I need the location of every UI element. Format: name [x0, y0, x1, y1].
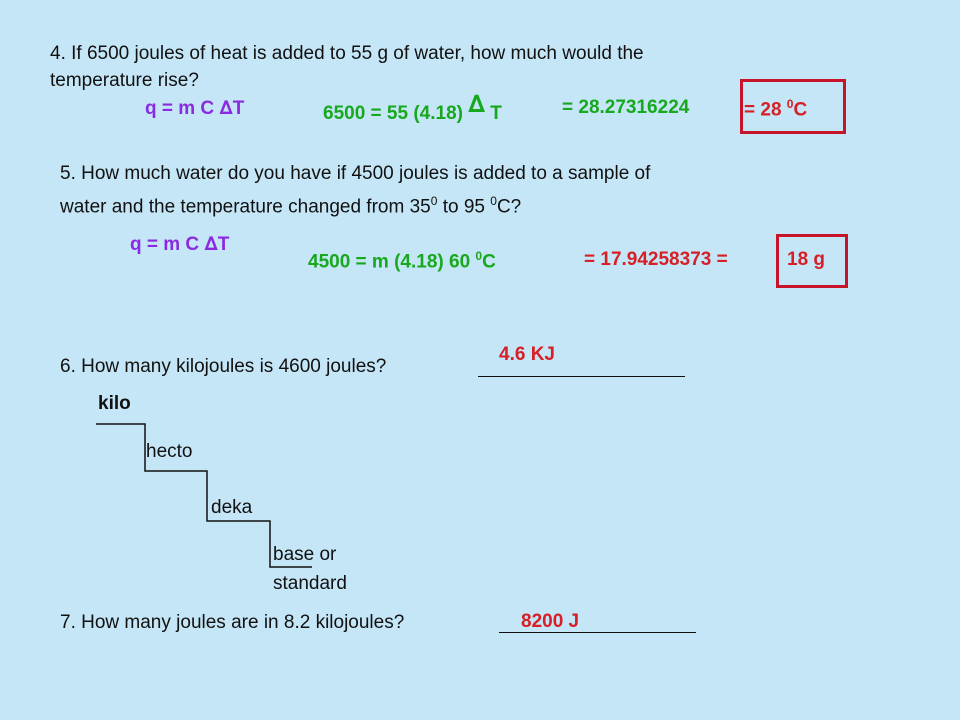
q4-delta-symbol: ∆	[219, 97, 233, 119]
q5-line2-pre: water and the temperature changed from 35	[60, 196, 431, 218]
q4-answer-degree: 0	[786, 97, 794, 111]
q4-work-delta: ∆	[468, 90, 485, 118]
q5-delta-symbol: ∆	[204, 233, 218, 255]
q4-line1: 4. If 6500 joules of heat is added to 55 g of water, how much would the	[50, 43, 644, 64]
ladder-base-line1: base or	[273, 544, 337, 565]
q5-line2-sup2: 0	[490, 194, 497, 208]
q5-result: = 17.94258373 =	[584, 249, 728, 270]
q7-question: 7. How many joules are in 8.2 kilojoules?	[60, 612, 405, 633]
ladder-staircase-line	[96, 424, 312, 567]
q5-line2-mid: to 95	[437, 196, 491, 218]
ladder-kilo: kilo	[98, 393, 131, 414]
q5-line2-sup1: 0	[430, 194, 438, 208]
q6-answer: 4.6 KJ	[499, 344, 555, 365]
q4-line2: temperature rise?	[50, 70, 199, 91]
q6-question: 6. How many kilojoules is 4600 joules?	[60, 356, 387, 377]
ladder-base-line2: standard	[273, 573, 347, 594]
q5-work-unit: C	[482, 251, 496, 273]
q5-work-eq: 4500 = m (4.18) 60	[308, 251, 476, 273]
ladder-deka: deka	[211, 497, 253, 518]
q4-formula-right: T	[232, 98, 245, 119]
q4-formula-left: q = m C	[145, 98, 220, 119]
q4-work-t: T	[484, 103, 502, 124]
q5-answer: 18 g	[787, 249, 826, 270]
q5-line1: 5. How much water do you have if 4500 joules is added to a sample of	[60, 163, 651, 184]
q5-line2-post: C?	[496, 196, 522, 218]
q7-answer: 8200 J	[521, 611, 580, 632]
q5-formula-right: T	[217, 234, 230, 255]
q4-result: = 28.27316224	[562, 97, 690, 118]
ladder-hecto: hecto	[146, 441, 193, 462]
q4-work-eq: 6500 = 55 (4.18)	[323, 103, 469, 124]
q4-answer-value: = 28	[744, 99, 787, 121]
q5-work-degree: 0	[475, 249, 483, 263]
q5-formula-left: q = m C	[130, 234, 205, 255]
q4-answer-unit: C	[793, 99, 808, 121]
